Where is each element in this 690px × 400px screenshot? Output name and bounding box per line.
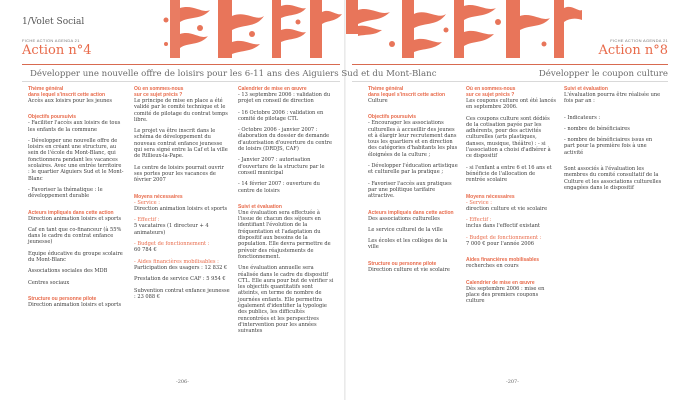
field-text: Direction animation loisirs et sports [134, 205, 228, 212]
field-sublabel: - Service : [134, 199, 160, 206]
field-text: - Indicateurs : [564, 114, 601, 121]
field-text: Les écoles et les collèges de la ville [368, 238, 448, 251]
section-label: 1/Volet Social [22, 17, 85, 27]
field-text: - Faciliter l'accès aux loisirs de tous les enfants de la commune [28, 120, 121, 133]
field-text: - nombre de bénéficiaires [564, 125, 630, 132]
field-sublabel: - Budget de fonctionnement : [134, 241, 210, 248]
field-text: Les coupons culture ont été lancés en septembre 2006. [466, 98, 556, 111]
field-text: direction culture et vie scolaire [466, 205, 548, 212]
field-text: Une évaluation sera effectuée à l'issue de chacun des séjours en identifiant l'évolution de la fréquentation et l'adaptation du dispositif aux besoins de la population. Elle devra permettre de prévoir des réajustements de fonctionnement. [238, 209, 331, 260]
field-text: - Encourager les associations culturelles à accueillir des jeunes et à élargir leur recrutement dans tous les quartiers et en direction des catégories d'habitants les plus éloignées de la culture ; [368, 120, 458, 158]
subtitle-rule [22, 81, 340, 82]
field-text: Le centre de loisirs pourrait ouvrir ses portes pour les vacances de février 2007 [134, 164, 224, 184]
page-number: -206- [176, 379, 189, 385]
field-heading: Suivi et évaluation [238, 203, 282, 210]
action-subtitle: Développer le coupon culture [538, 69, 668, 79]
text-column [466, 86, 556, 310]
floral-decoration-left [160, 0, 344, 58]
floral-pattern-icon [160, 0, 344, 58]
field-heading: dans lequel s'inscrit cette action [28, 92, 106, 98]
text-column [28, 86, 124, 313]
text-column [134, 86, 230, 305]
field-text: Ces coupons culture sont dédiés de la cotisation payée par les adhérents, pour des activités culturelles (arts plastiques, danses, musique, théâtre) : - si l'association a choisi d'adhérer à ce dispositif [466, 115, 551, 160]
field-text: Prestation de service CAF : 5 954 € [134, 276, 226, 283]
field-sublabel: - Effectif : [466, 217, 492, 224]
field-text: - si l'enfant a entre 6 et 16 ans et bénéficie de l'allocation de rentrée scolaire [466, 164, 552, 184]
field-text: - Favoriser la thématique : le développement durable [28, 186, 103, 200]
field-text: - 14 février 2007 : ouverture du centre de loisirs [238, 181, 320, 194]
field-text: Subvention contrat enfance jeunesse : 23 088 € [134, 287, 230, 300]
action-heading-left [22, 38, 92, 58]
field-text: Culture [368, 98, 388, 104]
field-text: Centres sociaux [28, 279, 70, 286]
field-sublabel: - Budget de fonctionnement : [466, 234, 542, 241]
field-text: - 16 Octobre 2006 : validation en comité de pilotage CTL [238, 109, 324, 122]
field-text: Caf en tant que co-financeur (à 55% dans le cadre du contrat enfance jeunesse) [28, 226, 122, 246]
field-heading: Thème général [28, 86, 64, 92]
field-heading: Où en sommes-nous [134, 86, 184, 92]
field-heading: sur ce sujet précis ? [466, 92, 515, 98]
field-text: Participation des usagers : 12 832 € [134, 264, 228, 271]
field-text: - Développer l'éducation artistique et culturelle par la pratique ; [368, 163, 458, 176]
field-text: Des associations culturelles [368, 215, 440, 222]
field-text: Le principe de mise en place a été validé par le comité technique et le comité de pilotage du contrat temps libre. [134, 98, 228, 123]
field-text: - 13 septembre 2006 : validation du projet en conseil de direction [238, 92, 331, 105]
field-text: - nombre de bénéficiaires issus en part pour la première fois à une activité [564, 137, 653, 156]
field-text: inclus dans l'effectif existant [466, 223, 540, 230]
field-heading: Moyens nécessaires [134, 193, 183, 200]
field-text: 5 vacataires (1 directeur + 4 animateurs) [134, 223, 209, 236]
page-gutter [344, 0, 346, 400]
field-text: Direction culture et vie scolaire [368, 266, 450, 273]
field-text: Associations sociales des MDB [28, 268, 108, 275]
field-text: Le projet va être inscrit dans le schéma de développement du nouveau contrat enfance jeunesse qui sera signé entre la Caf et la ville de Rillieux-la-Pape. [134, 128, 228, 160]
eyebrow-label: FICHE ACTION AGENDA 21 [22, 38, 80, 43]
field-text: Dès septembre 2006 : mise en place des premiers coupons culture [466, 285, 545, 305]
field-heading: Calendrier de mise en œuvre [238, 86, 307, 92]
field-heading: Objectifs poursuivis [368, 114, 417, 121]
field-heading: Objectifs poursuivis [28, 114, 77, 121]
eyebrow-label: FICHE ACTION AGENDA 21 [610, 38, 668, 43]
field-text: Direction animation loisirs et sports [28, 301, 122, 308]
field-sublabel: - Effectif : [134, 217, 160, 224]
field-text: - Janvier 2007 : autorisation d'ouverture de la structure par le conseil municipal [238, 157, 325, 176]
title-rule [352, 64, 668, 65]
field-text: recherches en cours [466, 263, 519, 270]
page-number: -207- [506, 379, 519, 385]
title-rule [22, 64, 340, 65]
field-sublabel: - Service : [466, 199, 492, 206]
field-text: Accès aux loisirs pour les jeunes [28, 98, 112, 104]
text-column [238, 86, 334, 340]
field-text: Une évaluation annuelle sera réalisée dans le cadre du dispositif CTL. Elle aura pour but de vérifier si les objectifs quantitatifs sont atteints, en terme de nombre de journées enfants. Elle permettra également d'identifier la typologie des publics, les difficultés rencontrées et les perspectives d'intervention pour les années suivantes [238, 265, 334, 335]
action-title: Action n°4 [22, 43, 92, 58]
action-heading-right [598, 38, 668, 58]
field-heading: Acteurs impliqués dans cette action [368, 209, 454, 216]
subtitle-rule [352, 81, 668, 82]
field-heading: Structure ou personne pilote [368, 260, 437, 267]
field-sublabel: - Aides financières mobilisables : [134, 258, 219, 265]
floral-decoration-right [346, 0, 582, 58]
field-heading: sur ce sujet précis ? [134, 92, 183, 98]
floral-pattern-icon [346, 0, 582, 58]
field-heading: Calendrier de mise en œuvre [466, 279, 535, 286]
field-heading: Thème général [368, 86, 404, 92]
field-text: L'évaluation pourra être réalisée une fois par an : [564, 92, 661, 105]
field-text: Direction animation loisirs et sports [28, 215, 122, 222]
text-column [368, 86, 458, 278]
field-heading: Aides financières mobilisables [466, 257, 540, 264]
action-title: Action n°8 [598, 43, 668, 58]
field-heading: Structure ou personne pilote [28, 295, 97, 302]
field-heading: Suivi et évaluation [564, 86, 608, 92]
action-subtitle: Développer une nouvelle offre de loisirs pour les 6-11 ans des Aiguiers Sud et du Mont-Blanc [30, 69, 437, 79]
field-text: - Développer une nouvelle offre de loisirs en créant une structure, au sein de l'école du Mont-Blanc, qui fonctionnera pendant les vacances scolaires. Avec une entrée territoire : le quartier Aiguiers Sud et le Mont-Blanc [28, 137, 124, 182]
field-text: 7 000 € pour l'année 2006 [466, 241, 534, 248]
field-text: Equipe éducative du groupe scolaire du Mont-Blanc [28, 250, 123, 264]
field-heading: dans lequel s'inscrit cette action [368, 92, 446, 98]
field-text: 60 784 € [134, 247, 157, 254]
field-text: Le service culturel de la ville [368, 226, 443, 233]
field-text: - Favoriser l'accès aux pratiques par une politique tarifaire attractive. [368, 180, 452, 200]
field-heading: Moyens nécessaires [466, 193, 515, 200]
text-column [564, 86, 664, 196]
field-text: - Octobre 2006 - janvier 2007 : élaboration du dossier de demande d'autorisation d'ouverture du centre de loisirs (DRDJS, CAF) [238, 127, 332, 153]
field-heading: Où en sommes-nous [466, 86, 516, 92]
field-heading: Acteurs impliqués dans cette action [28, 209, 114, 216]
field-text: Sont associés à l'évaluation les membres du comité consultatif de la Culture et les associations culturelles engagées dans le dispositif [564, 166, 662, 191]
